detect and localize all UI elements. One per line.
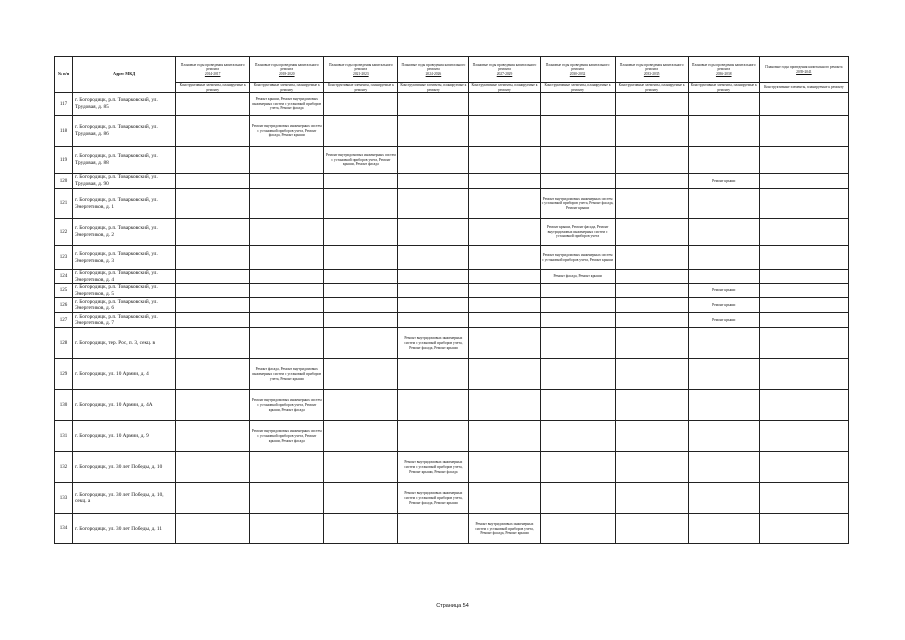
row-number: 132	[55, 452, 73, 483]
work-cell	[324, 219, 398, 246]
work-cell	[615, 147, 688, 174]
work-cell	[469, 147, 540, 174]
col-header-period-2018-2020	[250, 57, 324, 83]
row-number: 130	[55, 390, 73, 421]
work-cell: Ремонт крыши, Ремонт внутридомовых инженерных систем с установкой приборов учета, Ремонт фасада	[250, 93, 324, 116]
work-cell	[759, 514, 848, 544]
work-cell	[398, 313, 469, 328]
work-cell	[688, 359, 759, 390]
row-address: г. Богородицк, р.п. Товарковский, ул. Трудовая, д. 88	[73, 147, 176, 174]
work-cell	[469, 328, 540, 359]
work-cell	[615, 483, 688, 514]
work-cell	[759, 452, 848, 483]
period-years: 2039-2041	[796, 69, 812, 74]
work-cell	[540, 483, 615, 514]
work-cell	[759, 328, 848, 359]
work-cell: Ремонт внутридомовых инженерных систем с установкой приборов учета, Ремонт фасада, Ремонт крыши	[250, 116, 324, 147]
work-cell	[615, 93, 688, 116]
work-cell	[250, 147, 324, 174]
work-cell	[176, 246, 250, 270]
work-cell	[398, 219, 469, 246]
work-cell	[469, 298, 540, 313]
work-cell: Ремонт внутридомовых инженерных систем с установкой приборов учета, Ремонт крыши, Ремонт фасада	[250, 390, 324, 421]
work-cell	[688, 452, 759, 483]
work-cell	[469, 452, 540, 483]
work-cell	[250, 246, 324, 270]
work-cell	[469, 390, 540, 421]
work-cell	[469, 174, 540, 189]
work-cell	[469, 93, 540, 116]
table-header	[55, 57, 849, 93]
work-cell	[759, 93, 848, 116]
col-subheader-elements: Конструктивные элементы, планируемые к ремонту	[398, 83, 469, 93]
col-header-period-2027-2029	[469, 57, 540, 83]
row-address: г. Богородицк, ул. 30 лет Победы, д. 10, секц. а	[73, 483, 176, 514]
row-address: г. Богородицк, р.п. Товарковский, ул. Энергетиков, д. 3	[73, 246, 176, 270]
work-cell	[759, 189, 848, 219]
work-cell	[688, 246, 759, 270]
work-cell	[250, 298, 324, 313]
work-cell	[398, 270, 469, 284]
col-header-period-2039-2041	[759, 57, 848, 83]
work-cell	[324, 116, 398, 147]
work-cell	[615, 174, 688, 189]
work-cell	[540, 390, 615, 421]
work-cell	[615, 328, 688, 359]
work-cell	[176, 298, 250, 313]
work-cell	[540, 147, 615, 174]
row-number: 120	[55, 174, 73, 189]
row-number: 121	[55, 189, 73, 219]
work-cell	[540, 174, 615, 189]
work-cell: Ремонт внутридомовых инженерных систем с установкой приборов учета, Ремонт фасада, Ремонт крыши	[398, 483, 469, 514]
work-cell	[469, 270, 540, 284]
work-cell: Ремонт внутридомовых инженерных систем с установкой приборов учета, Ремонт фасада, Ремонт крыши	[469, 514, 540, 544]
period-prefix: Плановые годы проведения капитального ремонта	[254, 63, 319, 72]
work-cell	[398, 174, 469, 189]
work-cell	[759, 390, 848, 421]
work-cell	[688, 328, 759, 359]
period-prefix: Плановые годы проведения капитального ремонта	[472, 63, 537, 72]
work-cell	[759, 298, 848, 313]
table-row	[55, 284, 849, 298]
work-cell: Ремонт крыши, Ремонт фасада, Ремонт внутридомовых инженерных систем с установкой приборов учета	[540, 219, 615, 246]
period-prefix: Плановые годы проведения капитального ремонта	[765, 65, 843, 70]
row-number: 127	[55, 313, 73, 328]
work-cell	[324, 359, 398, 390]
row-number: 129	[55, 359, 73, 390]
period-prefix: Плановые годы проведения капитального ремонта	[691, 63, 756, 72]
row-address: г. Богородицк, тер. Рос, п. 3, секц. в	[73, 328, 176, 359]
work-cell	[324, 174, 398, 189]
col-header-period-2030-2032	[540, 57, 615, 83]
work-cell	[540, 298, 615, 313]
period-years: 2033-2035	[643, 71, 660, 76]
work-cell: Ремонт внутридомовых инженерных систем с установкой приборов учета, Ремонт фасада, Ремонт крыши	[398, 328, 469, 359]
work-cell	[176, 147, 250, 174]
work-cell: Ремонт фасада, Ремонт крыши	[540, 270, 615, 284]
work-cell	[250, 270, 324, 284]
work-cell	[540, 328, 615, 359]
work-cell	[759, 483, 848, 514]
work-cell	[759, 219, 848, 246]
row-number: 131	[55, 421, 73, 452]
table-row	[55, 270, 849, 284]
work-cell	[176, 313, 250, 328]
row-address: г. Богородицк, ул. 10 Армии, д. 4А	[73, 390, 176, 421]
work-cell	[540, 116, 615, 147]
row-address: г. Богородицк, р.п. Товарковский, ул. Трудовая, д. 85	[73, 93, 176, 116]
col-header-period-2036-2038	[688, 57, 759, 83]
work-cell	[759, 147, 848, 174]
work-cell	[176, 116, 250, 147]
table-row	[55, 328, 849, 359]
work-cell	[469, 421, 540, 452]
work-cell	[250, 189, 324, 219]
row-address: г. Богородицк, р.п. Товарковский, ул. Энергетиков, д. 4	[73, 270, 176, 284]
work-cell	[759, 174, 848, 189]
work-cell	[176, 189, 250, 219]
work-cell	[324, 270, 398, 284]
work-cell	[250, 174, 324, 189]
col-subheader-elements: Конструктивные элементы, планируемые к ремонту	[250, 83, 324, 93]
work-cell	[324, 328, 398, 359]
col-header-period-2024-2026	[398, 57, 469, 83]
work-cell	[688, 483, 759, 514]
work-cell	[615, 359, 688, 390]
table-row	[55, 219, 849, 246]
work-cell	[615, 514, 688, 544]
period-prefix: Плановые годы проведения капитального ремонта	[619, 63, 684, 72]
work-cell	[688, 116, 759, 147]
table-row	[55, 147, 849, 174]
work-cell	[615, 116, 688, 147]
work-cell	[176, 219, 250, 246]
work-cell	[398, 189, 469, 219]
work-cell	[250, 483, 324, 514]
work-cell	[688, 390, 759, 421]
work-cell	[615, 298, 688, 313]
row-address: г. Богородицк, р.п. Товарковский, ул. Энергетиков, д. 6	[73, 298, 176, 313]
work-cell	[176, 328, 250, 359]
col-subheader-elements: Конструктивные элементы, планируемые к ремонту	[688, 83, 759, 93]
work-cell	[688, 514, 759, 544]
row-address: г. Богородицк, р.п. Товарковский, ул. Энергетиков, д. 2	[73, 219, 176, 246]
row-address: г. Богородицк, ул. 30 лет Победы, д. 10	[73, 452, 176, 483]
row-number: 124	[55, 270, 73, 284]
col-subheader-elements: Конструктивные элементы, планируемые к ремонту	[176, 83, 250, 93]
table-row	[55, 359, 849, 390]
work-cell	[324, 189, 398, 219]
work-cell	[688, 219, 759, 246]
work-cell	[615, 246, 688, 270]
work-cell	[250, 219, 324, 246]
work-cell	[540, 284, 615, 298]
work-cell	[176, 270, 250, 284]
table-row	[55, 483, 849, 514]
work-cell	[324, 284, 398, 298]
work-cell	[688, 147, 759, 174]
work-cell	[176, 514, 250, 544]
col-subheader-elements: Конструктивные элементы, планируемые к ремонту	[540, 83, 615, 93]
work-cell	[469, 189, 540, 219]
work-cell	[688, 270, 759, 284]
work-cell	[540, 452, 615, 483]
row-number: 128	[55, 328, 73, 359]
work-cell	[250, 328, 324, 359]
row-number: 126	[55, 298, 73, 313]
row-address: г. Богородицк, ул. 10 Армии, д. 4	[73, 359, 176, 390]
work-cell	[398, 284, 469, 298]
work-cell	[176, 174, 250, 189]
col-subheader-elements: Конструктивные элементы, планируемые к ремонту	[759, 83, 848, 93]
col-subheader-elements: Конструктивные элементы, планируемые к ремонту	[324, 83, 398, 93]
work-cell	[540, 421, 615, 452]
work-cell	[615, 421, 688, 452]
work-cell	[469, 219, 540, 246]
work-cell	[759, 359, 848, 390]
work-cell	[176, 359, 250, 390]
row-address: г. Богородицк, р.п. Товарковский, ул. Энергетиков, д. 7	[73, 313, 176, 328]
work-cell	[615, 284, 688, 298]
work-cell	[469, 483, 540, 514]
work-cell	[759, 270, 848, 284]
work-cell	[615, 270, 688, 284]
col-header-period-2033-2035	[615, 57, 688, 83]
work-cell	[540, 313, 615, 328]
row-address: г. Богородицк, ул. 30 лет Победы, д. 11	[73, 514, 176, 544]
work-cell	[540, 514, 615, 544]
row-address: г. Богородицк, ул. 10 Армии, д. 9	[73, 421, 176, 452]
work-cell	[688, 93, 759, 116]
row-number: 133	[55, 483, 73, 514]
period-years: 2021-2023	[353, 71, 369, 76]
table-row	[55, 189, 849, 219]
period-prefix: Плановые годы проведения капитального ремонта	[328, 63, 393, 72]
work-cell: Ремонт внутридомовых инженерных систем с установкой приборов учета, Ремонт фасада, Ремонт крыши	[540, 189, 615, 219]
row-number: 122	[55, 219, 73, 246]
table-row	[55, 93, 849, 116]
table-row	[55, 514, 849, 544]
work-cell	[250, 313, 324, 328]
work-cell	[324, 298, 398, 313]
work-cell	[176, 483, 250, 514]
table-row	[55, 313, 849, 328]
row-number: 117	[55, 93, 73, 116]
table-row	[55, 246, 849, 270]
work-cell	[176, 93, 250, 116]
work-cell	[469, 246, 540, 270]
work-cell	[398, 147, 469, 174]
row-number: 125	[55, 284, 73, 298]
work-cell	[759, 284, 848, 298]
work-cell: Ремонт крыши	[688, 284, 759, 298]
work-cell	[540, 359, 615, 390]
work-cell	[176, 390, 250, 421]
work-cell	[176, 452, 250, 483]
row-number: 119	[55, 147, 73, 174]
col-subheader-elements: Конструктивные элементы, планируемые к ремонту	[615, 83, 688, 93]
work-cell	[615, 189, 688, 219]
col-header-period-2021-2023	[324, 57, 398, 83]
row-number: 134	[55, 514, 73, 544]
work-cell: Ремонт крыши	[688, 174, 759, 189]
period-prefix: Плановые годы проведения капитального ремонта	[545, 63, 610, 72]
row-address: г. Богородицк, р.п. Товарковский, ул. Трудовая, д. 86	[73, 116, 176, 147]
table-body	[55, 93, 849, 544]
col-header-num: № п/п	[55, 57, 73, 93]
period-prefix: Плановые годы проведения капитального ремонта	[401, 63, 466, 72]
work-cell	[324, 514, 398, 544]
table-row	[55, 390, 849, 421]
work-cell	[615, 390, 688, 421]
work-cell	[398, 116, 469, 147]
work-cell	[615, 313, 688, 328]
work-cell	[759, 116, 848, 147]
period-years: 2014-2017	[204, 71, 221, 76]
table-row	[55, 298, 849, 313]
work-cell: Ремонт внутридомовых инженерных систем с установкой приборов учета, Ремонт крыши, Ремонт фасада	[398, 452, 469, 483]
work-cell	[324, 483, 398, 514]
work-cell: Ремонт фасада, Ремонт внутридомовых инженерных систем с установкой приборов учета, Ремонт крыши	[250, 359, 324, 390]
col-header-address: Адрес МКД	[73, 57, 176, 93]
table-row	[55, 452, 849, 483]
period-years: 2024-2026	[425, 71, 442, 76]
page-footer: Страница 54	[436, 603, 469, 609]
table-row	[55, 421, 849, 452]
row-address: г. Богородицк, р.п. Товарковский, ул. Энергетиков, д. 5	[73, 284, 176, 298]
work-cell	[324, 421, 398, 452]
work-cell: Ремонт крыши	[688, 298, 759, 313]
work-cell	[469, 284, 540, 298]
work-cell: Ремонт внутридомовых инженерных систем с установкой приборов учета, Ремонт крыши	[540, 246, 615, 270]
period-years: 2030-2032	[569, 71, 586, 76]
col-subheader-elements: Конструктивные элементы, планируемые к ремонту	[469, 83, 540, 93]
col-header-period-2014-2017	[176, 57, 250, 83]
work-cell	[398, 514, 469, 544]
work-cell	[759, 313, 848, 328]
work-cell	[398, 246, 469, 270]
work-cell	[469, 359, 540, 390]
period-years: 2018-2020	[278, 71, 295, 76]
work-cell: Ремонт внутридомовых инженерных систем с установкой приборов учета, Ремонт крыши, Ремонт фасада	[250, 421, 324, 452]
work-cell	[469, 116, 540, 147]
row-number: 123	[55, 246, 73, 270]
work-cell	[398, 421, 469, 452]
work-cell	[615, 452, 688, 483]
work-cell	[324, 390, 398, 421]
row-address: г. Богородицк, р.п. Товарковский, ул. Трудовая, д. 90	[73, 174, 176, 189]
work-cell	[398, 298, 469, 313]
work-cell	[250, 452, 324, 483]
work-cell	[176, 284, 250, 298]
work-cell	[250, 514, 324, 544]
work-cell	[176, 421, 250, 452]
period-years: 2027-2029	[496, 71, 513, 76]
work-cell	[540, 93, 615, 116]
period-prefix: Плановые годы проведения капитального ремонта	[180, 63, 245, 72]
table-row	[55, 116, 849, 147]
work-plan-table	[54, 56, 849, 544]
work-cell	[688, 421, 759, 452]
work-cell	[324, 452, 398, 483]
work-cell	[759, 421, 848, 452]
work-cell	[324, 313, 398, 328]
row-number: 118	[55, 116, 73, 147]
work-cell	[398, 93, 469, 116]
work-cell	[759, 246, 848, 270]
table-row	[55, 174, 849, 189]
work-cell: Ремонт крыши	[688, 313, 759, 328]
work-cell	[688, 189, 759, 219]
work-cell	[250, 284, 324, 298]
work-cell	[398, 390, 469, 421]
row-address: г. Богородицк, р.п. Товарковский, ул. Энергетиков, д. 1	[73, 189, 176, 219]
work-cell	[469, 313, 540, 328]
work-cell	[615, 219, 688, 246]
period-years: 2036-2038	[715, 71, 732, 76]
work-cell	[324, 246, 398, 270]
work-cell	[324, 93, 398, 116]
work-cell: Ремонт внутридомовых инженерных систем с установкой приборов учета, Ремонт крыши, Ремонт фасада	[324, 147, 398, 174]
work-cell	[398, 359, 469, 390]
